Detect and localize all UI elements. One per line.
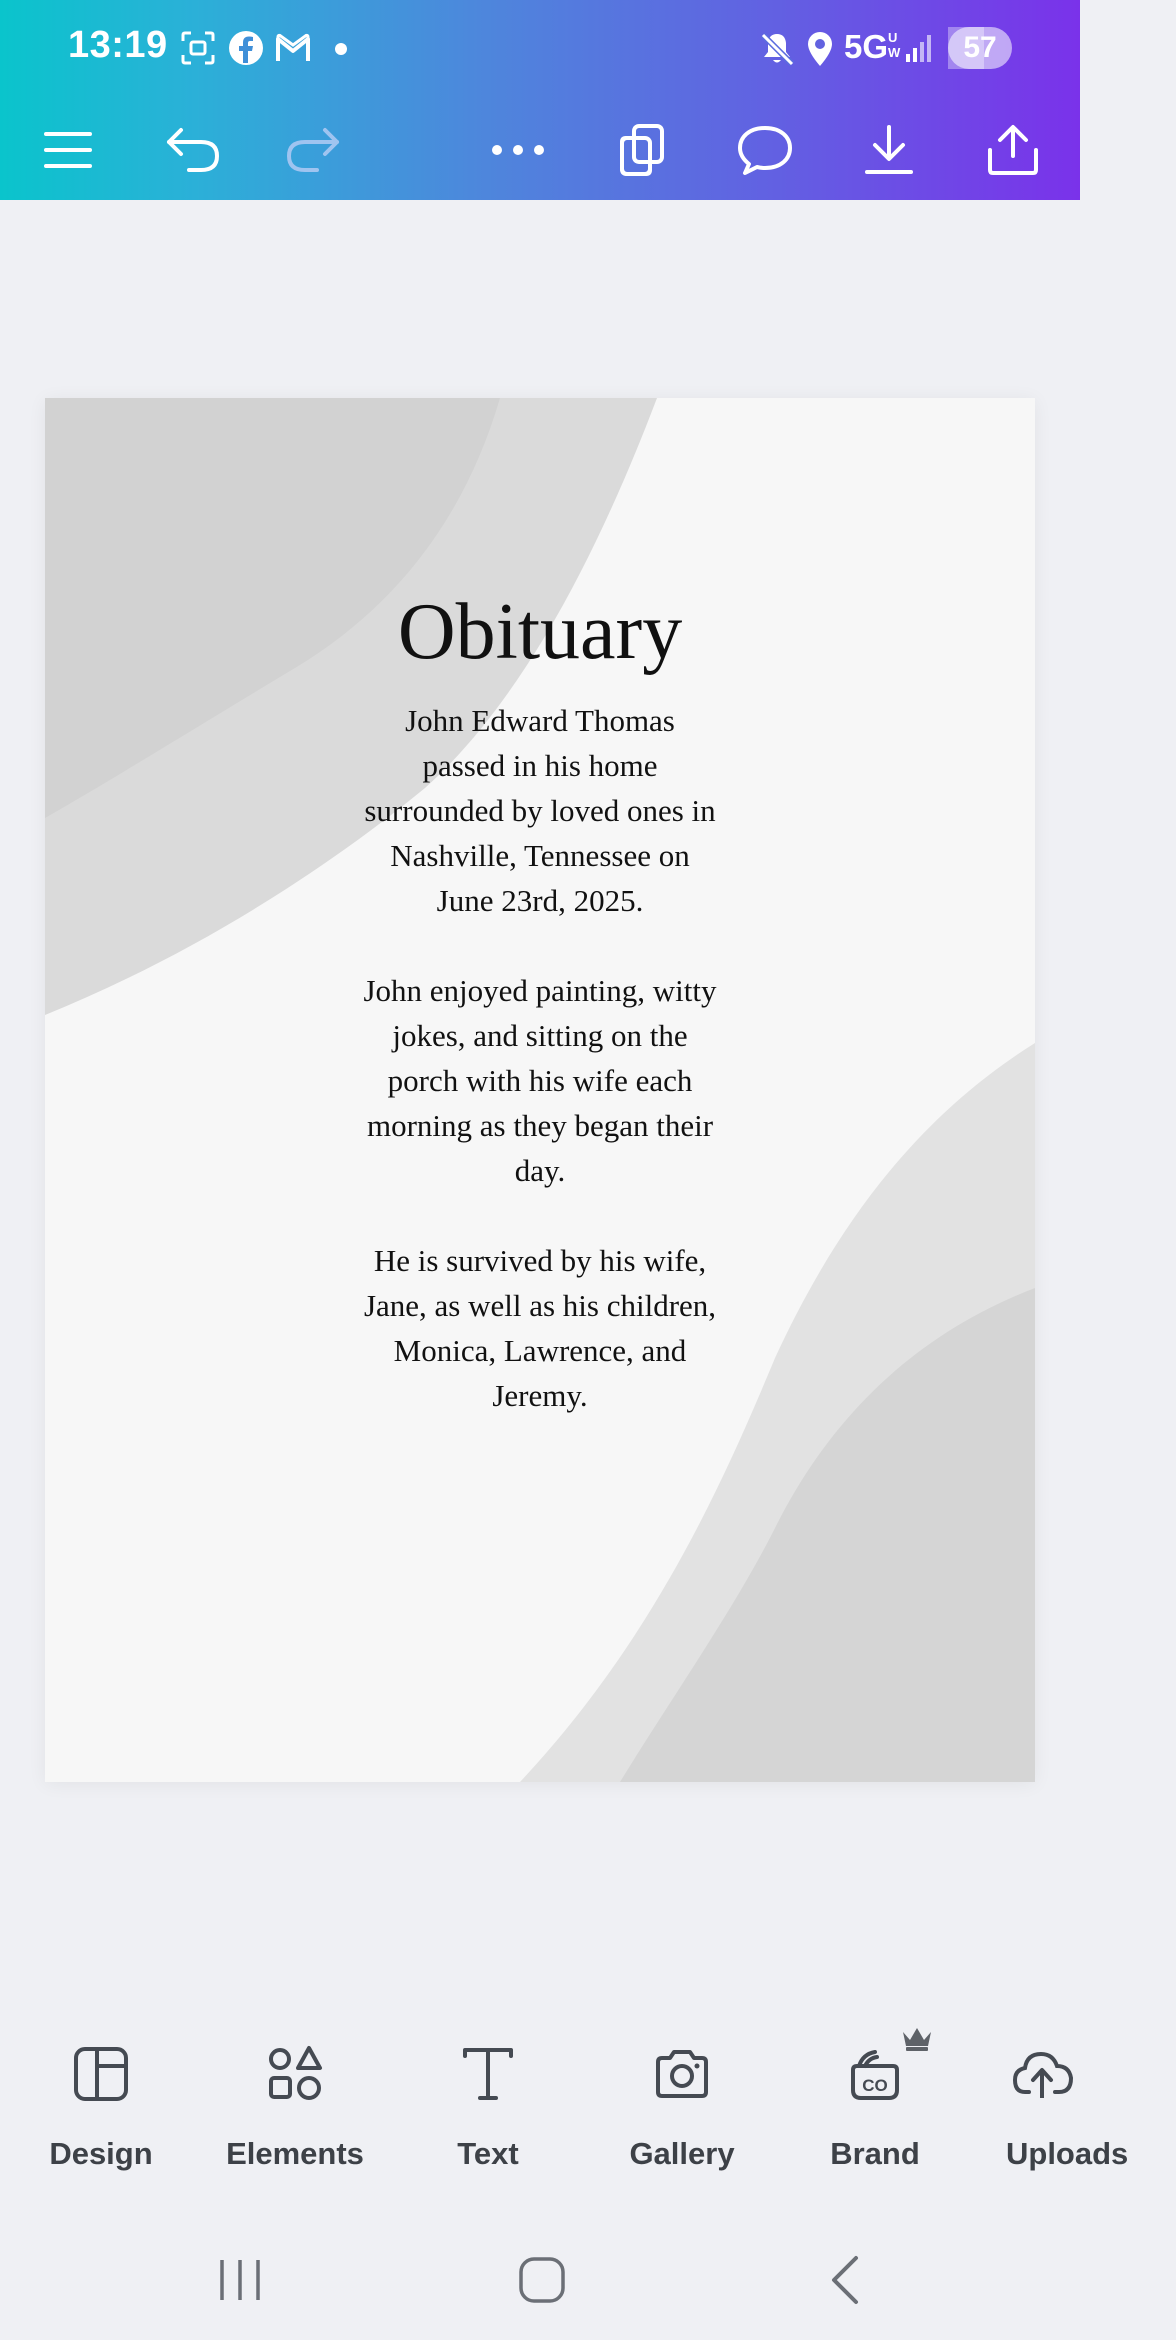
more-icon (490, 143, 546, 157)
undo-icon (165, 126, 221, 174)
svg-text:CO: CO (862, 2076, 888, 2095)
tool-design-label: Design (49, 2136, 153, 2171)
tool-elements-label: Elements (226, 2136, 364, 2171)
obituary-text-block[interactable] (360, 588, 720, 1463)
location-icon (804, 30, 836, 68)
recent-apps-button[interactable] (180, 2240, 300, 2320)
document-title[interactable]: Obituary (397, 588, 683, 676)
tool-gallery-label: Gallery (629, 2136, 735, 2171)
facebook-icon (228, 30, 264, 66)
download-icon (863, 124, 915, 176)
camera-icon (650, 2042, 714, 2106)
redo-button[interactable] (268, 100, 358, 200)
tool-design[interactable] (16, 2030, 186, 2190)
comment-button[interactable] (720, 100, 810, 200)
tool-uploads-label: Uploads (1006, 2136, 1129, 2171)
paragraph-1[interactable]: John Edward Thomas passed in his home surrounded by loved ones in Nashville, Tennessee on June 23rd, 2025. (364, 703, 716, 918)
tool-brand[interactable] (790, 2030, 960, 2190)
network-sub-top: U (888, 30, 898, 45)
recent-apps-icon (216, 2258, 264, 2302)
back-button[interactable] (785, 2240, 905, 2320)
tool-gallery[interactable] (597, 2030, 767, 2190)
network-type: 5G (844, 28, 889, 65)
paragraph-3[interactable]: He is survived by his wife, Jane, as well as his children, Monica, Lawrence, and Jeremy. (363, 1243, 717, 1413)
pages-button[interactable] (597, 100, 687, 200)
share-icon (986, 124, 1040, 176)
share-button[interactable] (968, 100, 1058, 200)
status-time: 13:19 (68, 24, 168, 66)
comment-icon (737, 124, 793, 176)
network-sub-bottom: W (888, 45, 901, 60)
copy-pages-icon (618, 123, 666, 177)
design-page[interactable] (45, 398, 1035, 1782)
design-icon (69, 2042, 133, 2106)
home-icon (518, 2256, 566, 2304)
mute-icon (758, 30, 796, 68)
back-icon (828, 2255, 862, 2305)
text-icon (456, 2042, 520, 2106)
tool-elements[interactable] (210, 2030, 380, 2190)
redo-icon (285, 126, 341, 174)
download-button[interactable] (844, 100, 934, 200)
more-options-button[interactable] (473, 100, 563, 200)
gmail-icon (274, 30, 312, 66)
screenshot-icon (180, 30, 216, 66)
brand-kit-icon (843, 2042, 907, 2106)
upload-cloud-icon (1011, 2042, 1075, 2106)
battery-indicator (948, 27, 1012, 69)
tool-uploads[interactable] (985, 2030, 1129, 2190)
system-navigation-bar (0, 2220, 1080, 2340)
home-button[interactable] (482, 2240, 602, 2320)
tool-text[interactable] (403, 2030, 573, 2190)
signal-icon (904, 32, 936, 64)
menu-icon (44, 130, 92, 170)
battery-percent: 57 (963, 31, 997, 64)
undo-button[interactable] (148, 100, 238, 200)
premium-crown-icon (900, 2024, 934, 2052)
elements-icon (263, 2042, 327, 2106)
menu-button[interactable] (23, 100, 113, 200)
paragraph-2[interactable]: John enjoyed painting, witty jokes, and sitting on the porch with his wife each morning as they began their day. (363, 973, 717, 1188)
status-bar (0, 0, 1080, 100)
editor-tool-menu (0, 2030, 1129, 2190)
tool-brand-label: Brand (830, 2136, 920, 2171)
editor-toolbar (0, 100, 1080, 200)
notification-dot-icon (334, 42, 348, 56)
tool-text-label: Text (457, 2136, 519, 2171)
